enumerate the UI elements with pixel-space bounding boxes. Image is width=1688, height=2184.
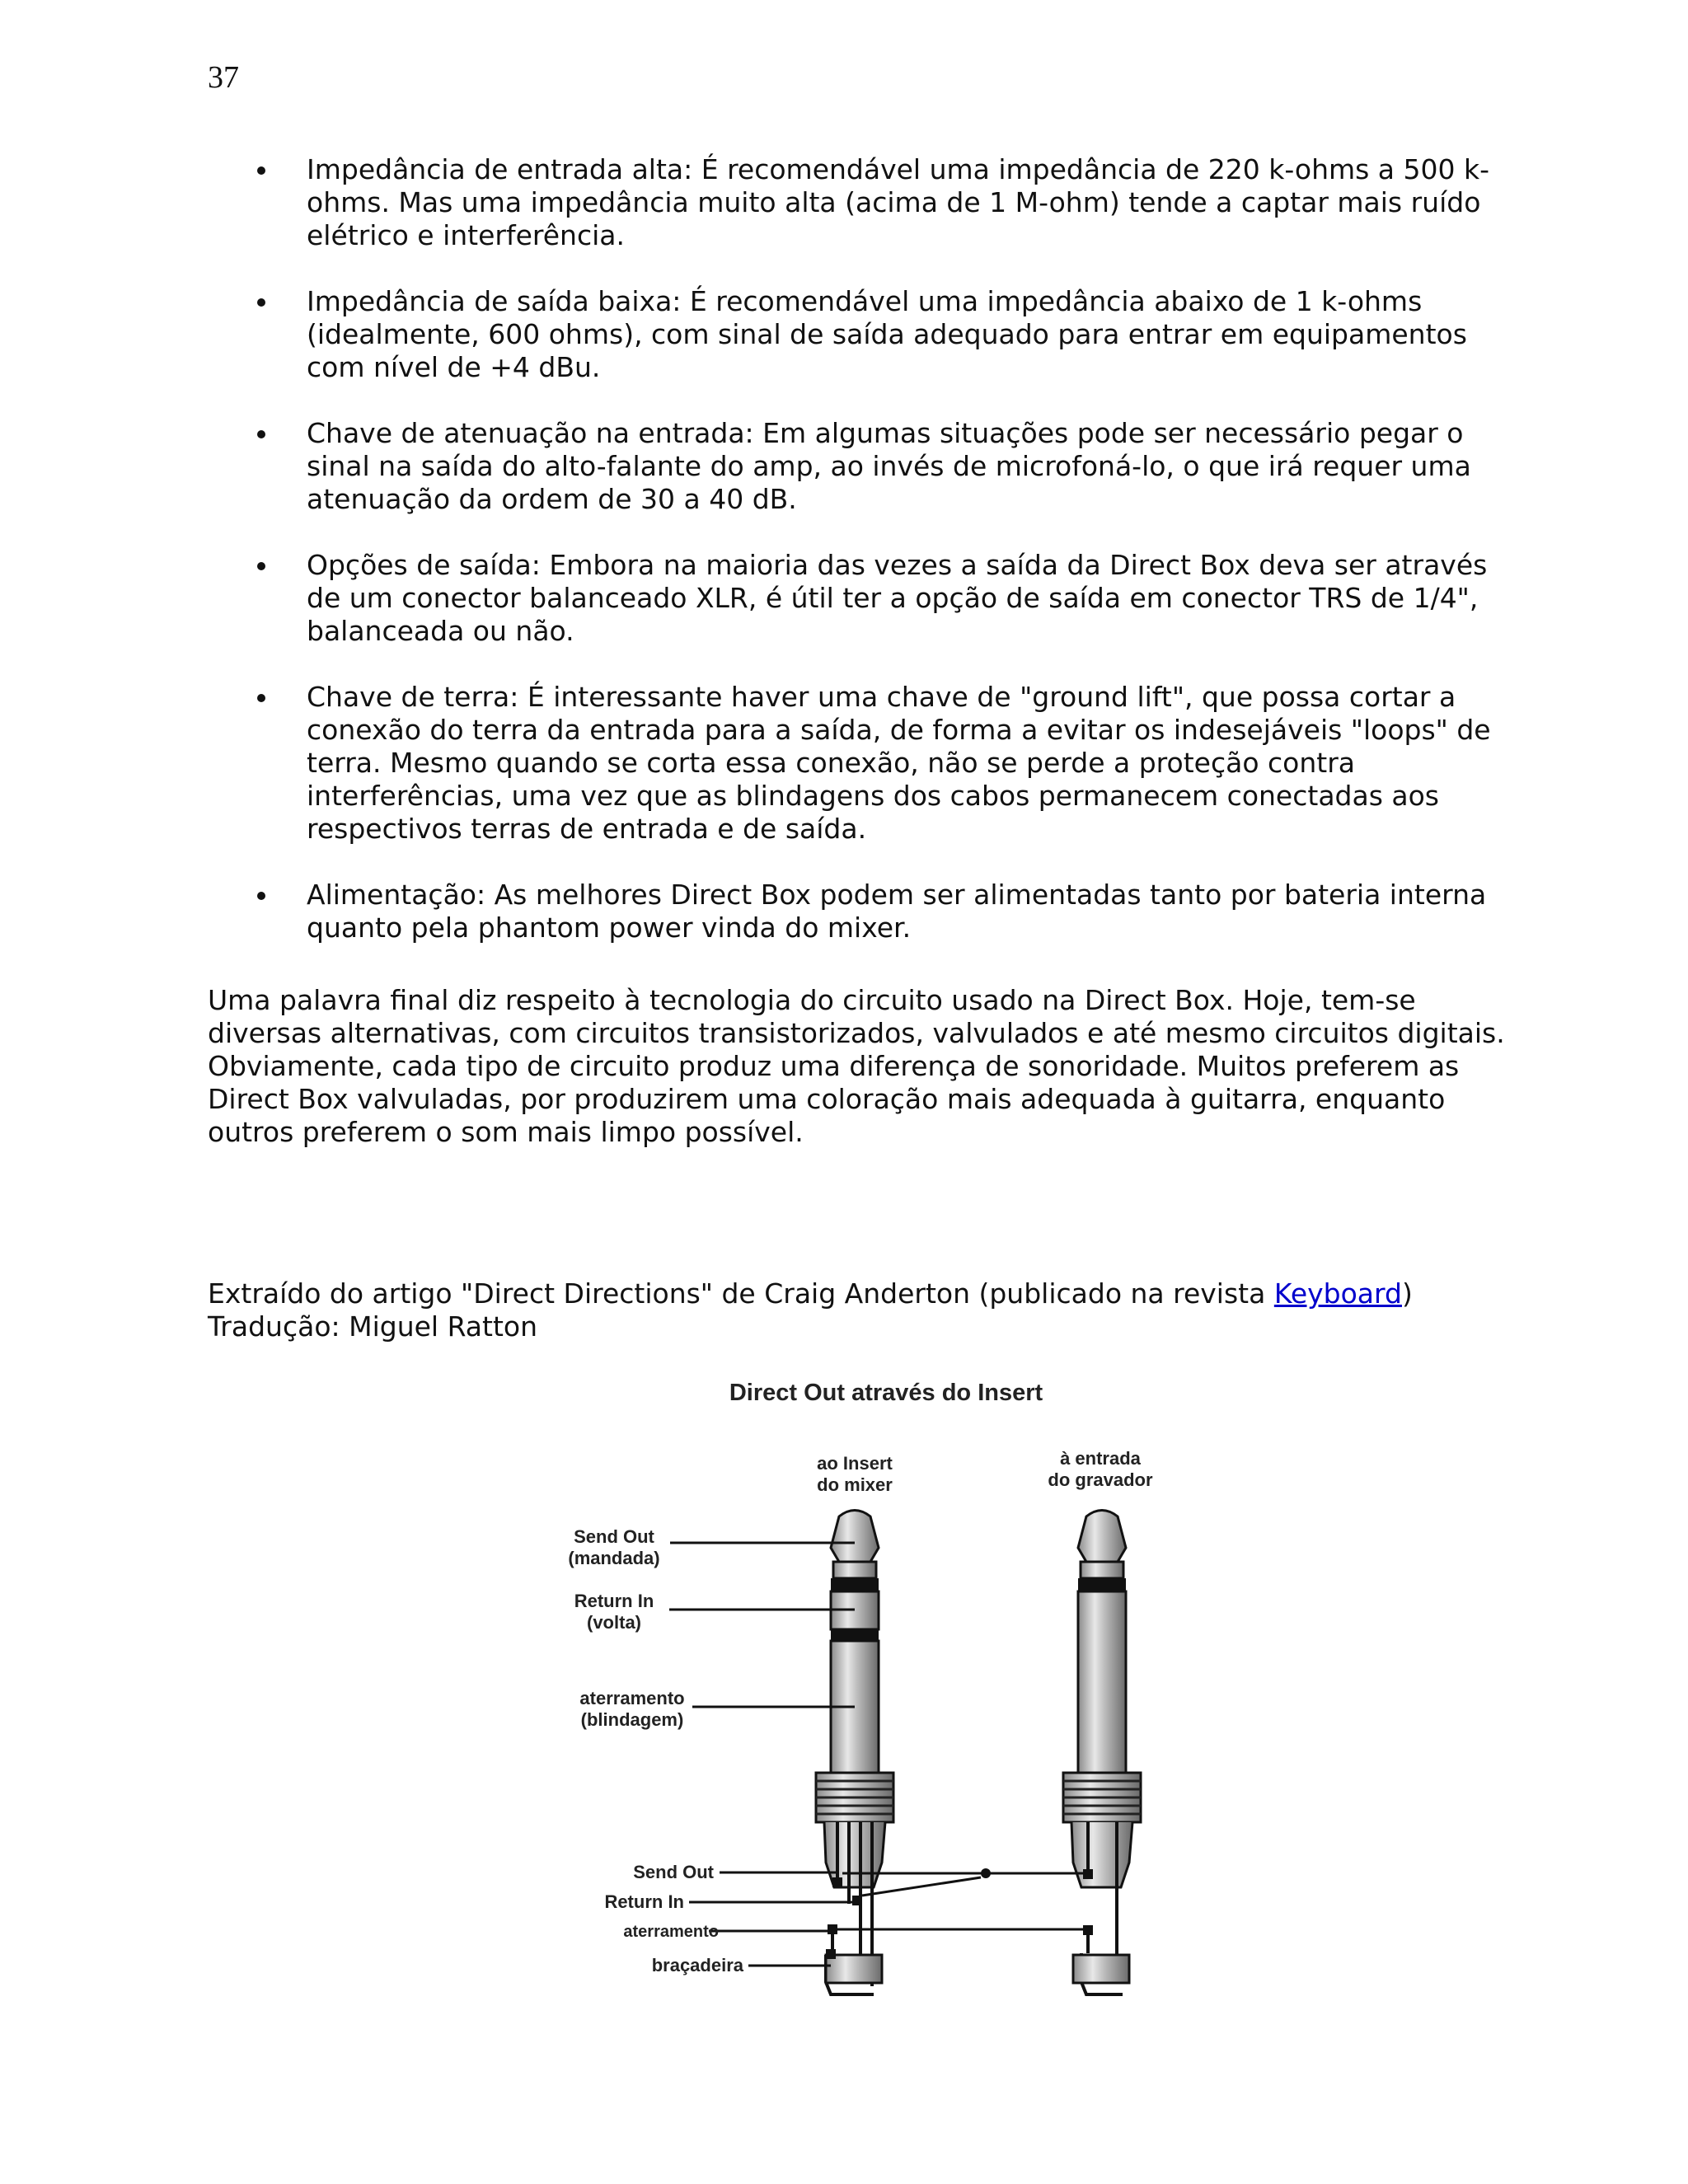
left-plug-label-1: ao Insert	[817, 1453, 893, 1474]
wire-return-in-label: Return In	[604, 1891, 684, 1912]
ground-label-2: (blindagem)	[580, 1709, 684, 1730]
source-suffix: )	[1401, 1277, 1413, 1310]
list-item: Impedância de entrada alta: É recomendável uma impedância de 220 k-ohms a 500 k-ohms. Mas uma impedância muito alta (acima de 1 M-ohm) tende a captar mais ruído elétrico e interferência.	[208, 153, 1526, 252]
right-plug-label-2: do gravador	[1048, 1469, 1153, 1490]
right-plug-label-1: à entrada	[1060, 1448, 1141, 1469]
right-trs-plug	[1063, 1511, 1141, 1995]
send-out-label-1: Send Out	[574, 1526, 654, 1547]
wire-send-out-label: Send Out	[633, 1862, 714, 1882]
closing-paragraph: Uma palavra final diz respeito à tecnologia do circuito usado na Direct Box. Hoje, tem-se diversas alternativas, com circuitos transistorizados, valvulados e até mesmo circuitos digitais. Obviamente, cada tipo de circuito produz uma diferença de sonoridade. Muitos preferem as Direct Box valvuladas, por produzirem uma coloração mais adequada à guitarra, enquanto outros preferem o som mais limpo possível.	[208, 984, 1505, 1148]
list-item: Impedância de saída baixa: É recomendável uma impedância abaixo de 1 k-ohms (idealmente, 600 ohms), com sinal de saída adequado para entrar em equipamentos com nível de +4 dBu.	[208, 285, 1526, 384]
list-item: Chave de atenuação na entrada: Em algumas situações pode ser necessário pegar o sinal na saída do alto-falante do amp, ao invés de microfoná-lo, o que irá requer uma atenuação da ordem de 30 a 40 dB.	[208, 417, 1526, 516]
keyboard-magazine-link[interactable]: Keyboard	[1273, 1277, 1402, 1310]
return-in-label-2: (volta)	[587, 1612, 641, 1633]
left-trs-plug	[816, 1511, 893, 1995]
left-plug-label-2: do mixer	[817, 1474, 893, 1495]
send-out-label-2: (mandada)	[568, 1548, 660, 1568]
source-prefix: Extraído do artigo "Direct Directions" de Craig Anderton (publicado na revista	[208, 1277, 1274, 1310]
ground-label-1: aterramento	[579, 1688, 685, 1708]
list-item: Chave de terra: É interessante haver uma chave de "ground lift", que possa cortar a conexão do terra da entrada para a saída, de forma a evitar os indesejáveis "loops" de terra. Mesmo quando se corta essa conexão, não se perde a proteção contra interferências, uma vez que as blindagens dos cabos permanecem conectadas aos respectivos terras de entrada e de saída.	[208, 681, 1526, 846]
diagram-title: Direct Out através do Insert	[729, 1380, 1043, 1406]
wire-clamp-label: braçadeira	[651, 1955, 743, 1975]
list-item: Alimentação: As melhores Direct Box podem ser alimentadas tanto por bateria interna quanto pela phantom power vinda do mixer.	[208, 879, 1526, 944]
translation-line: Tradução: Miguel Ratton	[208, 1310, 537, 1343]
return-in-label-1: Return In	[574, 1591, 654, 1611]
list-item: Opções de saída: Embora na maioria das vezes a saída da Direct Box deva ser através de um conector balanceado XLR, é útil ter a opção de saída em conector TRS de 1/4", balanceada ou não.	[208, 549, 1526, 648]
page-number: 37	[208, 60, 239, 95]
junction-dot	[981, 1868, 991, 1878]
return-wire-link	[862, 1877, 981, 1896]
wire-ground-label: aterramento	[623, 1923, 719, 1941]
